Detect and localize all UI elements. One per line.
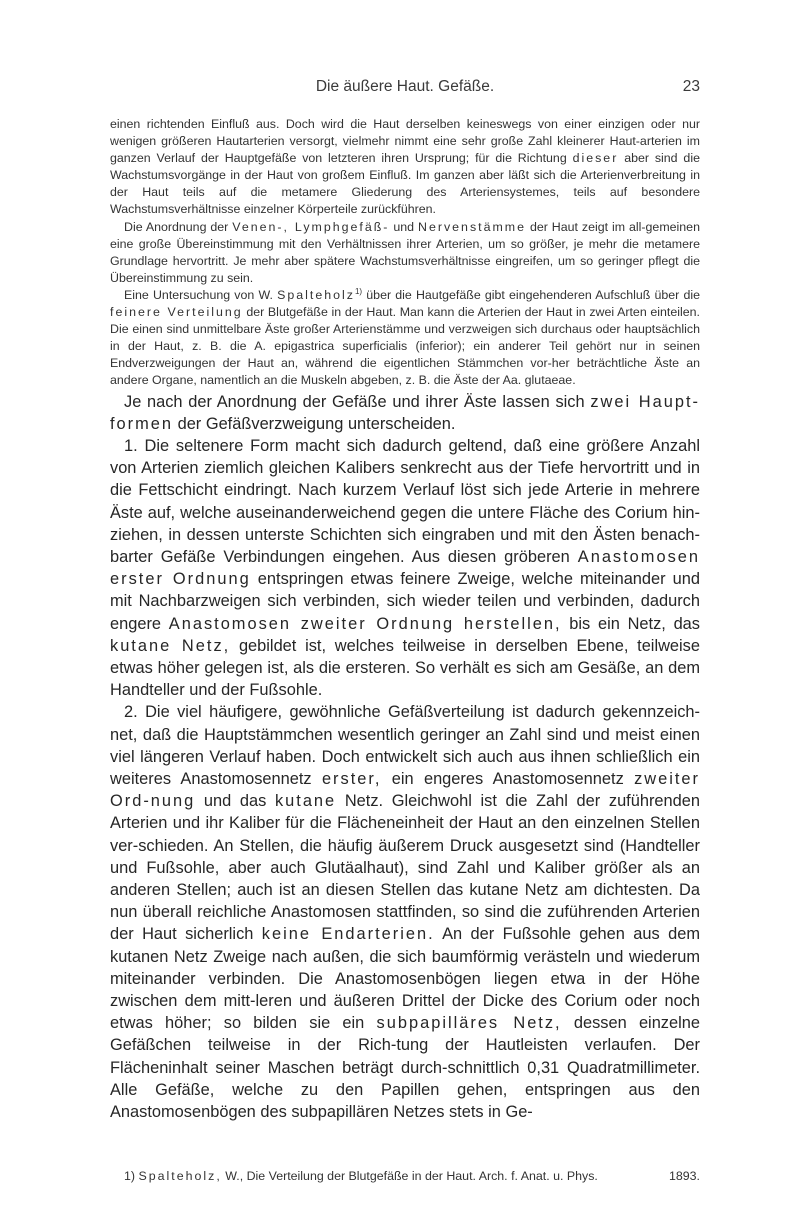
emphasis: subpapilläres Netz,: [376, 1014, 562, 1033]
text-run: bis ein Netz, das: [569, 614, 700, 633]
emphasis: kutane Netz,: [110, 636, 231, 655]
text-run: 1. Die seltenere Form macht sich dadurch geltend, daß eine größere Anzahl von Arterien ziemlich gleichen Kalibers senkrecht aus der Tiefe hervortritt und in die Fettschicht eindringt. Nach kurzem Verlauf löst sich jede Arterie in mehrere Äste auf, welche auseinanderweichend gegen die untere Fläche des Corium hin-ziehen, in dessen unterste Schichten sich eingraben und mit den Ästen benach-barter Gefäße Verbindungen eingehen. Aus diesen gröberen: [110, 436, 700, 566]
author-name: Spalteholz: [277, 287, 355, 302]
emphasis: Nervenstämme: [418, 219, 527, 234]
footnote-marker: 1): [354, 286, 363, 296]
emphasis: keine Endarterien.: [261, 925, 435, 944]
paragraph-2: [110, 219, 700, 287]
text-run: und: [393, 219, 415, 234]
emphasis: zwei Haupt-formen: [110, 392, 700, 433]
text-run: gebildet ist, welches teilweise in derselben Ebene, teilweise etwas höher gelegen ist, als die ersteren. So verhält es sich am Gesäße, an dem Handteller und der Fußsohle.: [110, 636, 700, 700]
text-run: dessen einzelne Gefäßchen teilweise in der Rich-tung der Hautleisten verlaufen. Der Flächeninhalt seiner Maschen beträgt durch-schnittlich 0,31 Quadratmillimeter. Alle Gefäße, welche zu den Papillen gehen, entspringen aus den Anastomosenbögen des subpapillären Netzes stets in Ge-: [110, 1014, 700, 1121]
paragraph-3: [110, 287, 700, 390]
text-run: An der Fußsohle gehen aus dem kutanen Netz Zweige nach außen, die sich baumförmig verästeln und wiederum miteinander verbinden. Die Anastomosenbögen liegen etwa in der Höhe zwischen dem mitt-leren und äußeren Drittel der Dicke des Corium oder noch etwas höher; so bilden sie ein: [110, 925, 700, 1033]
emphasis: feinere Verteilung: [110, 305, 243, 320]
emphasis: zweiter Ord-nung: [110, 769, 700, 811]
paragraph-6: [110, 701, 700, 1123]
footnote-author: Spalteholz,: [138, 1169, 222, 1183]
text-run: der Gefäßverzweigung unterscheiden.: [177, 414, 456, 433]
large-print-section: [110, 391, 700, 1124]
footnote-year: 1893.: [668, 1169, 700, 1183]
main-text: [110, 116, 700, 1123]
footnote-text: W., Die Verteilung der Blutgefäße in der Haut. Arch. f. Anat. u. Phys.: [225, 1169, 598, 1183]
running-title: Die äußere Haut. Gefäße.: [315, 78, 495, 95]
text-run: aber sind die Wachstumsvorgänge in der Haut von großem Einfluß. Im ganzen aber läßt sich die Arterienverbreitung in der Haut teils auf die metamere Gliederung des Arteriensystemes, teils auf besondere Wachstumsverhältnisse einzelner Körperteile zurückführen.: [110, 151, 700, 217]
emphasis: erster,: [321, 769, 382, 788]
emphasis: dieser: [572, 151, 619, 166]
paragraph-5: [110, 435, 700, 701]
text-run: der Blutgefäße in der Haut. Man kann die Arterien der Haut in zwei Arten einteilen. Die einen sind unmittelbare Äste großer Arterienstämme und verzweigen sich durchaus oder hauptsächlich in der Haut, z. B. die A. epigastrica superficialis (inferior); ein anderer Teil gehört nur in seinen Endverzweigungen der Haut an, während die eigentlichen Stämmchen vor-her beträchtliche Äste an andere Organe, namentlich an die Muskeln abgeben, z. B. die Äste der Aa. glutaeae.: [110, 305, 700, 388]
text-run: Die Anordnung der: [124, 219, 229, 234]
footnote-number: 1): [124, 1169, 136, 1183]
emphasis: Anastomosen zweiter Ordnung herstellen,: [168, 614, 562, 633]
text-run: 2. Die viel häufigere, gewöhnliche Gefäßverteilung ist dadurch gekennzeich-net, daß die Hauptstämmchen wesentlich geringer an Zahl sind und meist einen viel längeren Verlauf haben. Doch entwickelt sich auch aus ihnen schließlich ein weiteres Anastomosennetz: [110, 703, 700, 788]
paragraph-4: [110, 391, 700, 435]
text-run: ein engeres Anastomosennetz: [391, 769, 624, 788]
emphasis: Anastomosen erster Ordnung: [110, 547, 700, 589]
text-run: Eine Untersuchung von W.: [124, 287, 273, 302]
running-header: [110, 78, 700, 100]
text-run: einen richtenden Einfluß aus. Doch wird die Haut derselben keineswegs von einer einzigen oder nur wenigen größeren Hautarterien versorgt, vielmehr nimmt eine sehr große Zahl kleinerer Haut-arterien im ganzen Verlauf der Hauptgefäße von letzteren ihren Ursprung; für die Richtung: [110, 117, 700, 166]
paragraph-1: [110, 116, 700, 219]
text-run: Je nach der Anordnung der Gefäße und ihrer Äste lassen sich: [124, 392, 585, 411]
text-run: der Haut zeigt im all-gemeinen eine große Übereinstimmung mit den Verhältnissen ihrer Arterien, um so größer, je mehr die metamere Grundlage hervortritt. Je mehr aber spätere Wachstumsverhältnisse eingreifen, um so geringer pflegt die Übereinstimmung zu sein.: [110, 219, 700, 285]
footnote: [110, 1169, 700, 1183]
emphasis: kutane: [274, 792, 337, 811]
page-number: 23: [682, 78, 700, 95]
small-print-section: [110, 116, 700, 390]
text-run: über die Hautgefäße gibt eingehenderen Aufschluß über die: [366, 287, 700, 302]
text-run: entspringen etwas feinere Zweige, welche miteinander und mit Nachbarzweigen sich verbinden, sich wieder teilen und verbinden, dadurch engere: [110, 570, 700, 633]
emphasis: Venen-, Lymphgefäß-: [232, 219, 390, 234]
text-run: und das: [203, 792, 267, 811]
text-run: Netz. Gleichwohl ist die Zahl der zuführenden Arterien und ihr Kaliber für die Flächeneinheit der Haut an den einzelnen Stellen ver-schieden. An Stellen, die häufig äußerem Druck ausgesetzt sind (Handteller und Fußsohle, aber auch Glutäalhaut), sind Zahl und Kaliber größer als an anderen Stellen; auch ist an diesen Stellen das kutane Netz am dichtesten. Da nun überall reichliche Anastomosen stattfinden, so sind die zuführenden Arterien der Haut sicherlich: [110, 792, 701, 944]
